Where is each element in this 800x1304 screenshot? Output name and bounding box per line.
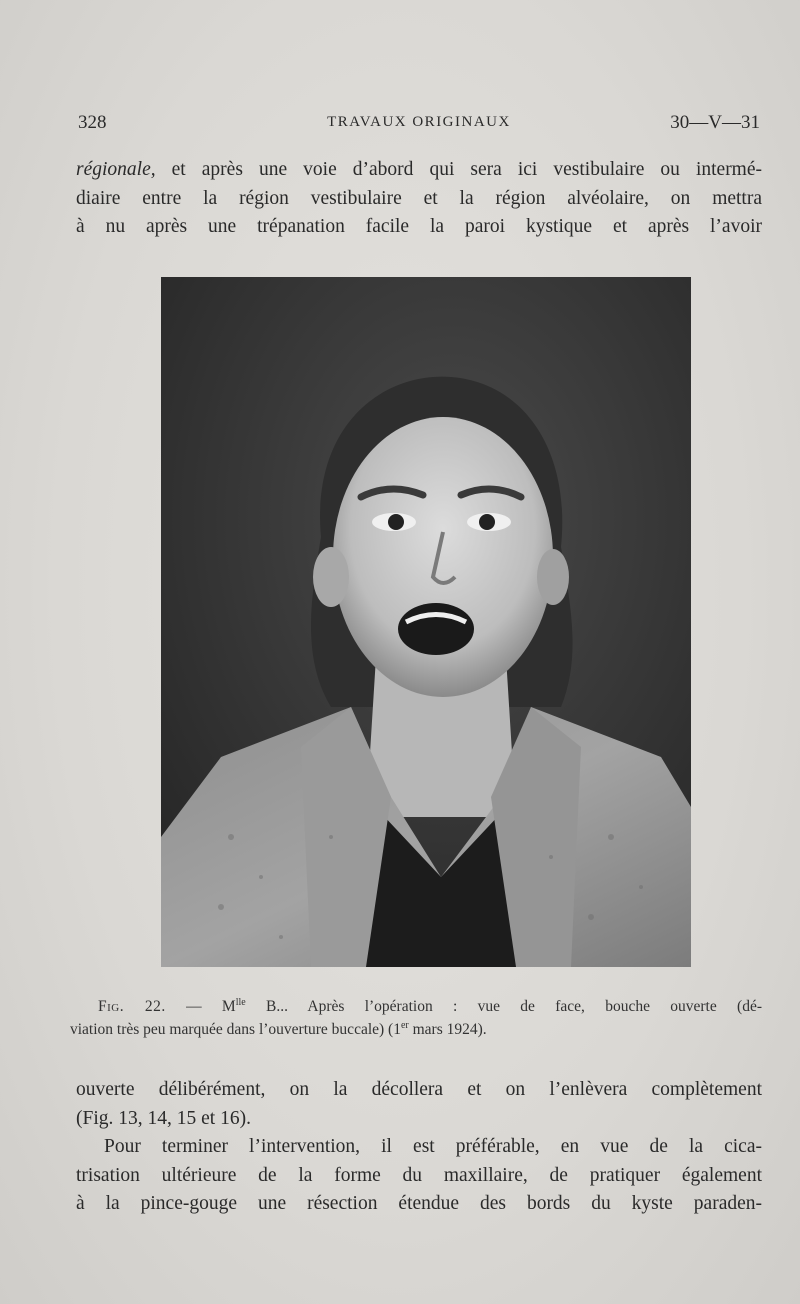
caption-sup: er: [400, 1019, 409, 1031]
running-title: TRAVAUX ORIGINAUX: [327, 114, 511, 130]
caption-part: —: [165, 998, 222, 1015]
running-head: [78, 112, 760, 136]
caption-line: [70, 1018, 762, 1041]
text-line: (Fig. 13, 14, 15 et 16).: [76, 1107, 251, 1129]
text-line: à la pince-gouge une résection étendue des bords du kyste paraden-: [76, 1193, 762, 1214]
figure-caption: [70, 995, 762, 1041]
text-line: ouverte délibérément, on la décollera et on l’enlèvera complètement: [76, 1079, 762, 1100]
caption-sup: lle: [235, 996, 246, 1008]
caption-line: [98, 995, 762, 1018]
text-line: à nu après une trépanation facile la paroi kystique et après l’avoir: [76, 216, 762, 237]
text-line: [76, 156, 762, 185]
caption-part: viation très peu marquée dans l’ouverture buccale) (1: [70, 1021, 401, 1038]
page-number: 328: [78, 112, 107, 133]
paragraph-top: [76, 156, 762, 242]
paragraph-bottom: [76, 1076, 762, 1219]
text-line: Pour terminer l’intervention, il est préférable, en vue de la cica-: [104, 1136, 762, 1157]
text-line-part: et après une voie d’abord qui sera ici vestibulaire ou intermé-: [155, 159, 762, 180]
caption-part: B... Après l’opération : vue de face, bouche ouverte (dé-: [245, 998, 762, 1015]
caption-part: M: [221, 998, 236, 1015]
text-line: diaire entre la région vestibulaire et la région alvéolaire, on mettra: [76, 187, 762, 209]
text-line: trisation ultérieure de la forme du maxillaire, de pratiquer également: [76, 1164, 762, 1186]
portrait-photo: [161, 277, 691, 967]
caption-part: mars 1924).: [408, 1021, 487, 1038]
figure-label: Fig. 22.: [98, 998, 166, 1015]
figure-photograph: [161, 277, 691, 967]
italic-lead: régionale,: [76, 159, 156, 180]
issue-date: 30—V—31: [670, 112, 760, 133]
